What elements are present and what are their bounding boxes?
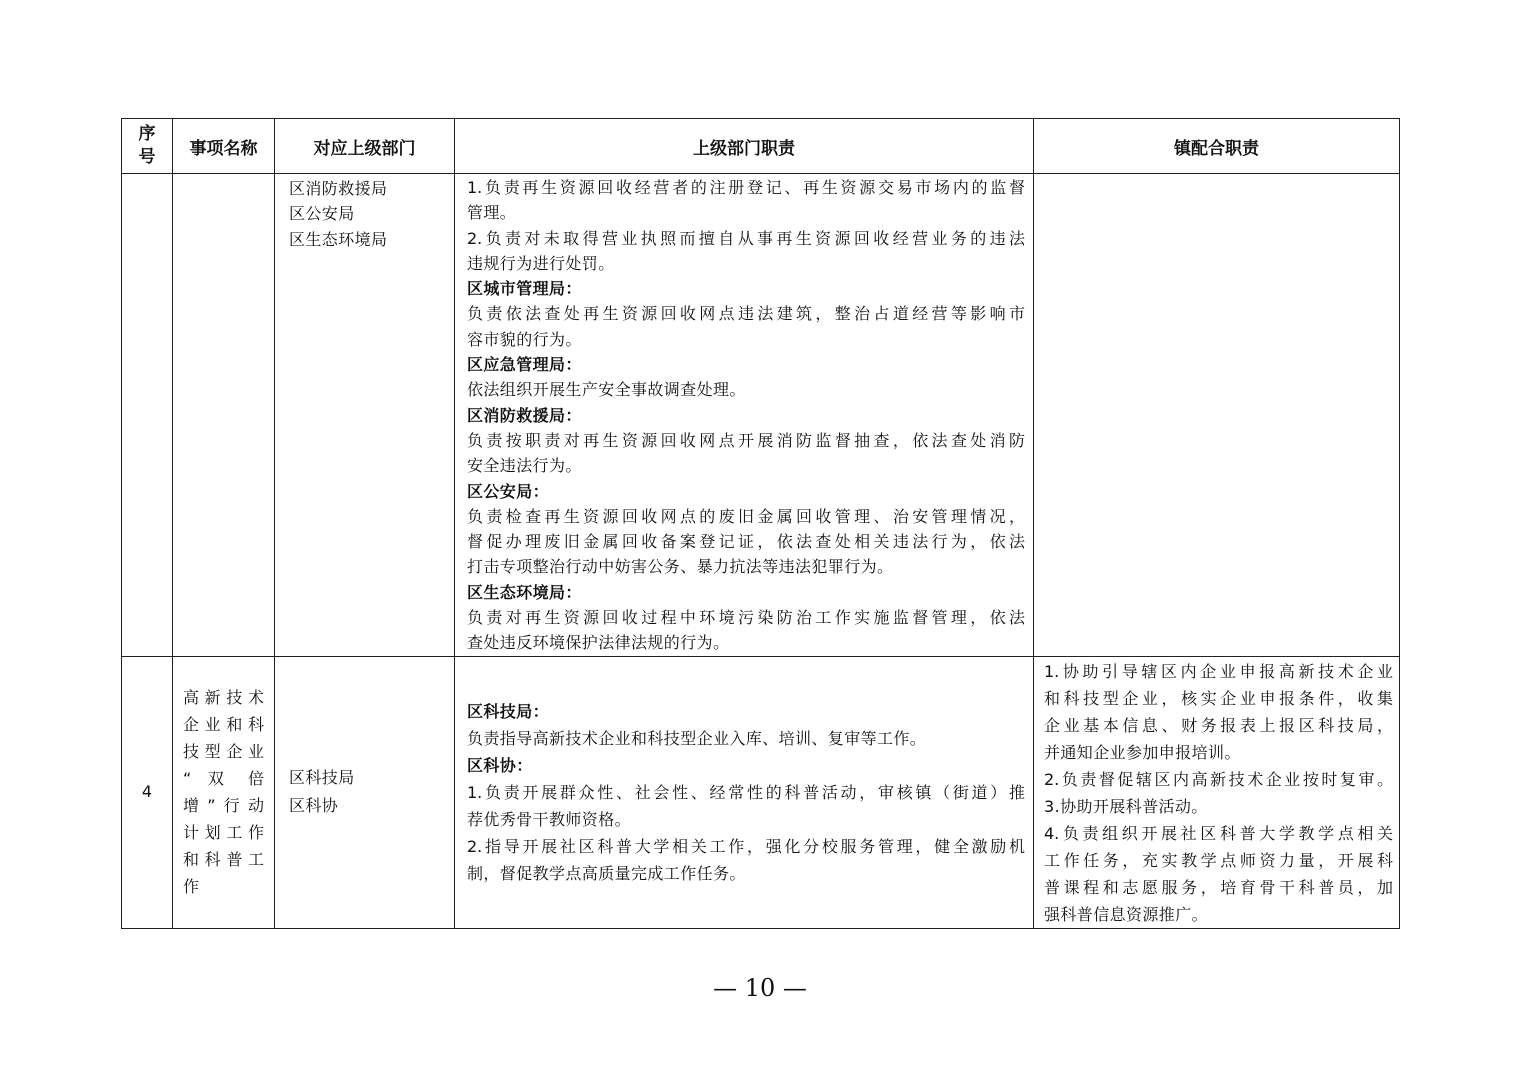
item-name-line: 增”行动 xyxy=(183,796,266,816)
duty-line: 安全违法行为。 xyxy=(467,456,582,476)
header-dept: 对应上级部门 xyxy=(275,119,455,174)
row2-duty xyxy=(455,656,1034,928)
row2-town xyxy=(1034,656,1400,928)
item-name-line: “ 双 倍 xyxy=(183,769,266,789)
town-duty-line: 企业基本信息、财务报表上报区科技局， xyxy=(1044,715,1393,735)
duty-line: 负责按职责对再生资源回收网点开展消防监督抽查，依法查处消防 xyxy=(467,430,1025,450)
duty-line: 区消防救援局： xyxy=(467,405,582,425)
row2-dept xyxy=(275,656,455,928)
duty-line: 2.负责对未取得营业执照而擅自从事再生资源回收经营业务的违法 xyxy=(467,228,1025,248)
row1-duty xyxy=(455,174,1034,657)
item-name-line: 作 xyxy=(183,877,202,897)
row1-seq xyxy=(122,174,173,657)
page-number: — 10 — xyxy=(713,974,807,1002)
table-row xyxy=(122,656,1400,928)
header-duty: 上级部门职责 xyxy=(455,119,1034,174)
duty-line: 2.指导开展社区科普大学相关工作，强化分校服务管理，健全激励机 xyxy=(467,837,1025,857)
duty-line: 违规行为进行处罚。 xyxy=(467,253,615,273)
duty-line: 打击专项整治行动中妨害公务、暴力抗法等违法犯罪行为。 xyxy=(467,557,894,577)
town-duty-line: 和科技型企业，核实企业申报条件，收集 xyxy=(1044,688,1393,708)
dept-line: 区科协 xyxy=(289,796,339,816)
header-row xyxy=(122,119,1400,174)
header-seq-text: 序号 xyxy=(138,124,156,167)
town-duty-line: 普课程和志愿服务，培育骨干科普员，加 xyxy=(1044,877,1393,897)
duty-line: 区应急管理局： xyxy=(467,355,582,375)
duty-line: 区科协： xyxy=(467,756,533,776)
responsibility-table xyxy=(121,118,1400,929)
town-duty-line: 3.协助开展科普活动。 xyxy=(1044,796,1208,816)
duty-line: 区生态环境局： xyxy=(467,582,582,602)
row2-seq: 4 xyxy=(122,656,173,928)
dept-line: 区科技局 xyxy=(289,768,355,788)
duty-line: 依法组织开展生产安全事故调查处理。 xyxy=(467,380,746,400)
duty-line: 区城市管理局： xyxy=(467,279,582,299)
table-row xyxy=(122,174,1400,657)
item-name-line: 技型企业 xyxy=(183,742,266,762)
row1-town xyxy=(1034,174,1400,657)
town-duty-line: 2.负责督促辖区内高新技术企业按时复审。 xyxy=(1044,769,1393,789)
item-name-line: 计划工作 xyxy=(183,823,266,843)
dept-line: 区公安局 xyxy=(289,204,355,224)
dept-line: 区生态环境局 xyxy=(289,229,388,249)
duty-line: 制，督促教学点高质量完成工作任务。 xyxy=(467,864,746,884)
dept-line: 区消防救援局 xyxy=(289,179,388,198)
item-name-line: 高新技术 xyxy=(183,688,266,708)
duty-line: 荐优秀骨干教师资格。 xyxy=(467,810,632,830)
town-duty-line: 强科普信息资源推广。 xyxy=(1044,904,1209,924)
header-name: 事项名称 xyxy=(173,119,275,174)
duty-line: 负责检查再生资源回收网点的废旧金属回收管理、治安管理情况， xyxy=(467,506,1025,526)
duty-line: 负责依法查处再生资源回收网点违法建筑，整治占道经营等影响市 xyxy=(467,304,1025,324)
row2-name xyxy=(173,656,275,928)
header-seq xyxy=(122,119,173,174)
duty-line: 区公安局： xyxy=(467,481,550,501)
duty-line: 负责指导高新技术企业和科技型企业入库、培训、复审等工作。 xyxy=(467,729,927,749)
duty-line: 查处违反环境保护法律法规的行为。 xyxy=(467,633,730,653)
row1-name xyxy=(173,174,275,657)
duty-line: 负责对再生资源回收过程中环境污染防治工作实施监督管理，依法 xyxy=(467,608,1025,628)
duty-line: 督促办理废旧金属回收备案登记证，依法查处相关违法行为，依法 xyxy=(467,532,1025,552)
town-duty-line: 4.负责组织开展社区科普大学教学点相关 xyxy=(1044,823,1393,843)
item-name-line: 和科普工 xyxy=(183,850,266,870)
town-duty-line: 工作任务，充实教学点师资力量，开展科 xyxy=(1044,850,1393,870)
duty-line: 管理。 xyxy=(467,203,517,223)
town-duty-line: 1.协助引导辖区内企业申报高新技术企业 xyxy=(1044,661,1393,681)
header-town: 镇配合职责 xyxy=(1034,119,1400,174)
item-name-line: 企业和科 xyxy=(183,715,266,735)
duty-line: 1.负责开展群众性、社会性、经常性的科普活动，审核镇（街道）推 xyxy=(467,783,1025,803)
row1-dept xyxy=(275,174,455,657)
duty-line: 1.负责再生资源回收经营者的注册登记、再生资源交易市场内的监督 xyxy=(467,178,1025,197)
duty-line: 容市貌的行为。 xyxy=(467,329,582,349)
duty-line: 区科技局： xyxy=(467,702,550,722)
town-duty-line: 并通知企业参加申报培训。 xyxy=(1044,742,1241,762)
